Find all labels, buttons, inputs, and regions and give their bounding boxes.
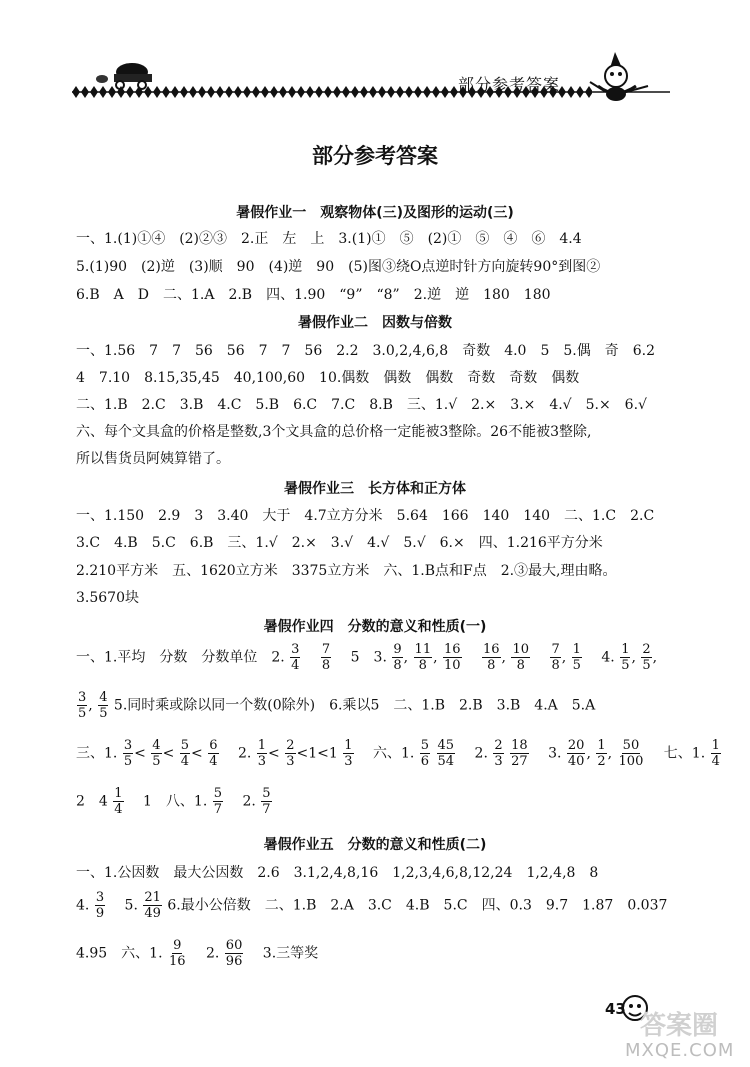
answer-line: 一、1.平均 分数 分数单位 2. $\frac{3}{4}$ $\frac{7}{8}$ 5 3. $\frac{9}{8}$ , $\frac{11}{8}$ , $\frac{16}{10}$ $\frac{16}{8}$ , $\frac{10}{8}$ $\frac{7}{8}$ , $\frac{1}{5}$ 4. $\frac{1}{5}$ , $\frac{2}{5}$ , <box>76 642 658 673</box>
line-text: 2. <box>223 745 252 762</box>
diamond-mark <box>180 86 188 98</box>
line-text: 5. <box>124 897 138 914</box>
diamond-mark <box>72 86 80 98</box>
diamond-mark <box>126 86 134 98</box>
diamond-mark <box>279 86 287 98</box>
diamond-mark <box>351 86 359 98</box>
diamond-mark <box>144 86 152 98</box>
fraction: $\frac{16}{10}$ <box>444 642 461 673</box>
diamond-mark <box>162 86 170 98</box>
line-text: 4. <box>76 897 90 914</box>
header-decoration <box>70 52 680 112</box>
line-text: 5 3. <box>350 649 387 666</box>
diamond-mark <box>288 86 296 98</box>
diamond-mark <box>234 86 242 98</box>
line-text: 七、1. <box>649 745 706 762</box>
diamond-mark <box>207 86 215 98</box>
answer-line: 2.210平方米 五、1620立方米 3375立方米 六、1.B点和F点 2.③最大,理由略。 <box>76 563 617 579</box>
fraction: $\frac{5}{7}$ <box>262 786 271 817</box>
fraction: $\frac{5}{7}$ <box>213 786 223 817</box>
line-text: 一、1.平均 分数 分数单位 2. <box>76 649 285 666</box>
fraction: $\frac{1}{2}$ <box>597 738 606 769</box>
diamond-mark <box>315 86 323 98</box>
diamond-mark <box>567 86 575 98</box>
diamond-mark <box>252 86 260 98</box>
diamond-mark <box>117 86 125 98</box>
page-title: 部分参考答案 <box>312 144 438 168</box>
diamond-mark <box>585 86 592 98</box>
diamond-mark <box>135 86 143 98</box>
fraction: $\frac{5}{4}$ <box>180 738 190 769</box>
diamond-mark <box>441 86 449 98</box>
line-text: 六、1. <box>358 745 415 762</box>
diamond-mark <box>387 86 395 98</box>
answer-line <box>76 890 667 921</box>
diamond-mark <box>423 86 431 98</box>
fraction: $\frac{9}{16}$ <box>168 938 186 969</box>
fraction: $\frac{60}{96}$ <box>225 938 243 969</box>
diamond-mark <box>576 86 584 98</box>
diamond-mark <box>378 86 386 98</box>
fraction: $\frac{2}{3}$ <box>494 738 503 769</box>
diamond-mark <box>153 86 161 98</box>
diamond-mark <box>324 86 332 98</box>
fraction: $\frac{3}{4}$ <box>291 642 300 673</box>
answer-line: 二、1.B 2.C 3.B 4.C 5.B 6.C 7.C 8.B 三、1.√ 2.× 3.× 4.√ 5.× 6.√ <box>76 397 647 413</box>
line-text: 3. <box>534 745 562 762</box>
line-text: 1 八、1. <box>143 793 208 810</box>
fraction: $\frac{5}{6}$ <box>420 738 430 769</box>
diamond-mark <box>333 86 341 98</box>
fraction: $\frac{2}{5}$ <box>642 642 651 673</box>
answer-line: 一、1.公因数 最大公因数 2.6 3.1,2,4,8,16 1,2,3,4,6,8,12,24 1,2,4,8 8 <box>76 865 599 881</box>
diamond-mark <box>360 86 368 98</box>
answer-line: 一、1.150 2.9 3 3.40 大于 4.7立方分米 5.64 166 140 140 二、1.C 2.C <box>76 508 655 524</box>
line-text: <1<1 <box>296 745 338 762</box>
answer-line: 所以售货员阿姨算错了。 <box>76 451 230 467</box>
diamond-mark <box>396 86 404 98</box>
line-text: 6.最小公倍数 二、1.B 2.A 3.C 4.B 5.C 四、0.3 9.7 1.87 0.037 <box>167 897 668 914</box>
fraction: $\frac{9}{8}$ <box>393 642 402 673</box>
answer-line: 6.B A D 二、1.A 2.B 四、1.90 “9” “8” 2.逆 逆 180 180 <box>76 287 551 303</box>
fraction: $\frac{6}{4}$ <box>209 738 218 769</box>
diamond-mark <box>90 86 98 98</box>
line-text: 三、1. <box>76 745 118 762</box>
diamond-mark <box>270 86 278 98</box>
fraction: $\frac{1}{5}$ <box>572 642 581 673</box>
answer-line: 一、1.(1)①④ (2)②③ 2.正 左 上 3.(1)① ⑤ (2)① ⑤ ④ ⑥ 4.4 <box>76 231 582 247</box>
diamond-mark <box>414 86 422 98</box>
fraction: $\frac{18}{27}$ <box>511 738 528 769</box>
answer-line: 3.5670块 <box>76 590 139 606</box>
diamond-mark <box>450 86 458 98</box>
fraction: $\frac{10}{8}$ <box>512 642 529 673</box>
diamond-mark <box>216 86 224 98</box>
section-title-4: 暑假作业四 分数的意义和性质(一) <box>263 619 487 635</box>
fraction: $\frac{4}{5}$ <box>152 738 161 769</box>
fraction: $\frac{45}{54}$ <box>437 738 455 769</box>
fraction: $\frac{1}{4}$ <box>711 738 720 769</box>
answer-line: $\frac{3}{5}$ , $\frac{4}{5}$ 5.同时乘或除以同一个数(0除外) 6.乘以5 二、1.B 2.B 3.B 4.A 5.A <box>78 690 596 721</box>
diamond-mark <box>261 86 269 98</box>
section-title-1: 暑假作业一 观察物体(三)及图形的运动(三) <box>236 205 514 221</box>
line-text: 2 4 <box>76 793 108 810</box>
diamond-mark <box>171 86 179 98</box>
header-title: 部分参考答案 <box>458 75 561 94</box>
diamond-mark <box>432 86 440 98</box>
answer-line: 3.C 4.B 5.C 6.B 三、1.√ 2.× 3.√ 4.√ 5.√ 6.× 四、1.216平方分米 <box>76 535 603 551</box>
section-title-3: 暑假作业三 长方体和正方体 <box>284 481 466 497</box>
diamond-mark <box>189 86 197 98</box>
answer-line: 三、1. $\frac{3}{5}$ < $\frac{4}{5}$ < $\frac{5}{4}$ < $\frac{6}{4}$ 2. $\frac{1}{3}$ < $\frac{2}{3}$ <1<1 $\frac{1}{3}$ 六、1. $\frac{5}{6}$ $\frac{45}{54}$ 2. $\frac{2}{3}$ $\frac{18}{27}$ 3. $\frac{20}{40}$ , $\frac{1}{2}$ , $\frac{50}{100}$ 七、1. $\frac{1}{4}$ <box>76 738 720 769</box>
line-text: 4. <box>587 649 615 666</box>
line-text: 2. <box>228 793 256 810</box>
diamond-mark <box>99 86 107 98</box>
answer-line: 5.(1)90 (2)逆 (3)顺 90 (4)逆 90 (5)图③绕O点逆时针方向旋转90°到图② <box>76 259 601 275</box>
fraction: $\frac{3}{5}$ <box>78 690 87 721</box>
fraction: $\frac{2}{3}$ <box>286 738 295 769</box>
fraction: $\frac{21}{49}$ <box>144 890 161 921</box>
section-title-2: 暑假作业二 因数与倍数 <box>298 315 452 331</box>
fraction: $\frac{3}{9}$ <box>95 890 105 921</box>
clown-icon <box>590 52 648 101</box>
section-title-5: 暑假作业五 分数的意义和性质(二) <box>263 837 487 853</box>
diamond-mark <box>108 86 116 98</box>
fraction: $\frac{7}{8}$ <box>321 642 331 673</box>
line-text: 4.95 六、1. <box>76 945 163 962</box>
line-text: 2. <box>460 745 488 762</box>
line-text: 5.同时乘或除以同一个数(0除外) 6.乘以5 二、1.B 2.B 3.B 4.A 5.A <box>113 697 596 714</box>
line-text: 2. <box>191 945 220 962</box>
diamond-mark <box>306 86 314 98</box>
answer-line <box>76 938 318 969</box>
diamond-mark <box>342 86 350 98</box>
diamond-mark <box>297 86 305 98</box>
fraction: $\frac{4}{5}$ <box>99 690 108 721</box>
line-text: 3.三等奖 <box>248 945 319 962</box>
fraction: $\frac{16}{8}$ <box>483 642 500 673</box>
answer-line: 4 7.10 8.15,35,45 40,100,60 10.偶数 偶数 偶数 奇数 奇数 偶数 <box>76 370 580 386</box>
answer-line: 一、1.56 7 7 56 56 7 7 56 2.2 3.0,2,4,6,8 奇数 4.0 5 5.偶 奇 6.2 <box>76 343 655 359</box>
fraction: $\frac{1}{4}$ <box>114 786 123 817</box>
fraction: $\frac{11}{8}$ <box>414 642 432 673</box>
fraction: $\frac{20}{40}$ <box>567 738 585 769</box>
watermark-logo: 答案圈 <box>640 1011 719 1041</box>
fraction: $\frac{50}{100}$ <box>618 738 644 769</box>
fraction: $\frac{1}{3}$ <box>257 738 267 769</box>
diamond-mark <box>198 86 206 98</box>
diamond-mark <box>81 86 89 98</box>
fraction: $\frac{1}{5}$ <box>621 642 630 673</box>
fraction: $\frac{7}{8}$ <box>551 642 560 673</box>
answer-line: 六、每个文具盒的价格是整数,3个文具盒的总价格一定能被3整除。26不能被3整除, <box>76 424 592 440</box>
page-number: 43 <box>605 1000 626 1018</box>
fraction: $\frac{1}{3}$ <box>344 738 353 769</box>
diamond-mark <box>405 86 413 98</box>
diamond-mark <box>369 86 377 98</box>
answer-line <box>76 786 273 817</box>
watermark-text: MXQE.COM <box>625 1040 735 1061</box>
diamond-mark <box>225 86 233 98</box>
fraction: $\frac{3}{5}$ <box>123 738 133 769</box>
diamond-mark <box>243 86 251 98</box>
